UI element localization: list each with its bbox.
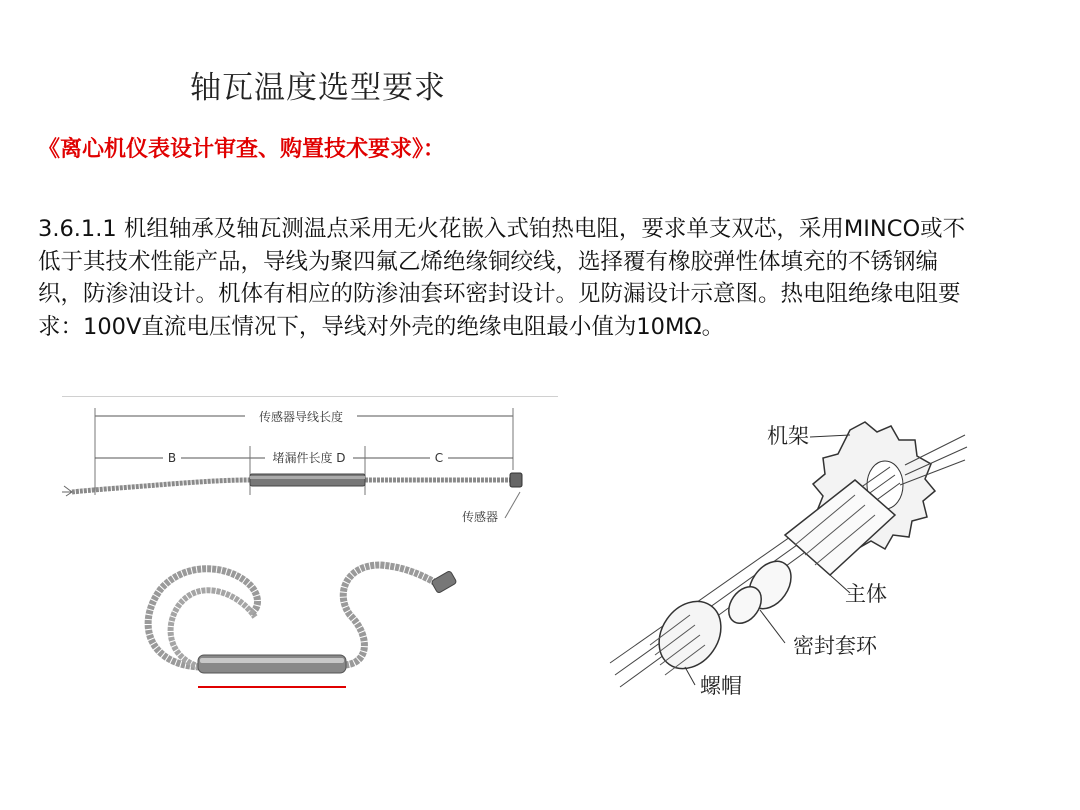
seal-ring-label: 密封套环 [793, 634, 877, 658]
d-label: 堵漏件长度 D [272, 451, 346, 465]
divider [62, 396, 558, 397]
seal-exploded-diagram [595, 405, 975, 715]
b-label: B [167, 451, 177, 465]
c-label: C [434, 451, 444, 465]
document-reference: 《离心机仪表设计审查、购置技术要求》： [38, 137, 446, 162]
frame-label: 机架 [767, 424, 809, 448]
sensor-photo [130, 555, 470, 695]
requirement-paragraph: 3.6.1.1 机组轴承及轴瓦测温点采用无火花嵌入式铂热电阻，要求单支双芯，采用MINCO或不低于其技术性能产品，导线为聚四氟乙烯绝缘铜绞线，选择覆有橡胶弹性体填充的不锈钢编织，防渗油设计。机体有相应的防渗油套环密封设计。见防漏设计示意图。热电阻绝缘电阻要求：100V直流电压情况下，导线对外壳的绝缘电阻最小值为10MΩ。 [38, 216, 966, 340]
body-label: 主体 [845, 582, 887, 606]
slide-title: 轴瓦温度选型要求 [190, 70, 446, 106]
nut-label: 螺帽 [700, 674, 742, 698]
total-length-label: 传感器导线长度 [258, 410, 344, 424]
sensor-length-diagram [60, 400, 540, 540]
sensor-label: 传感器 [462, 510, 499, 524]
